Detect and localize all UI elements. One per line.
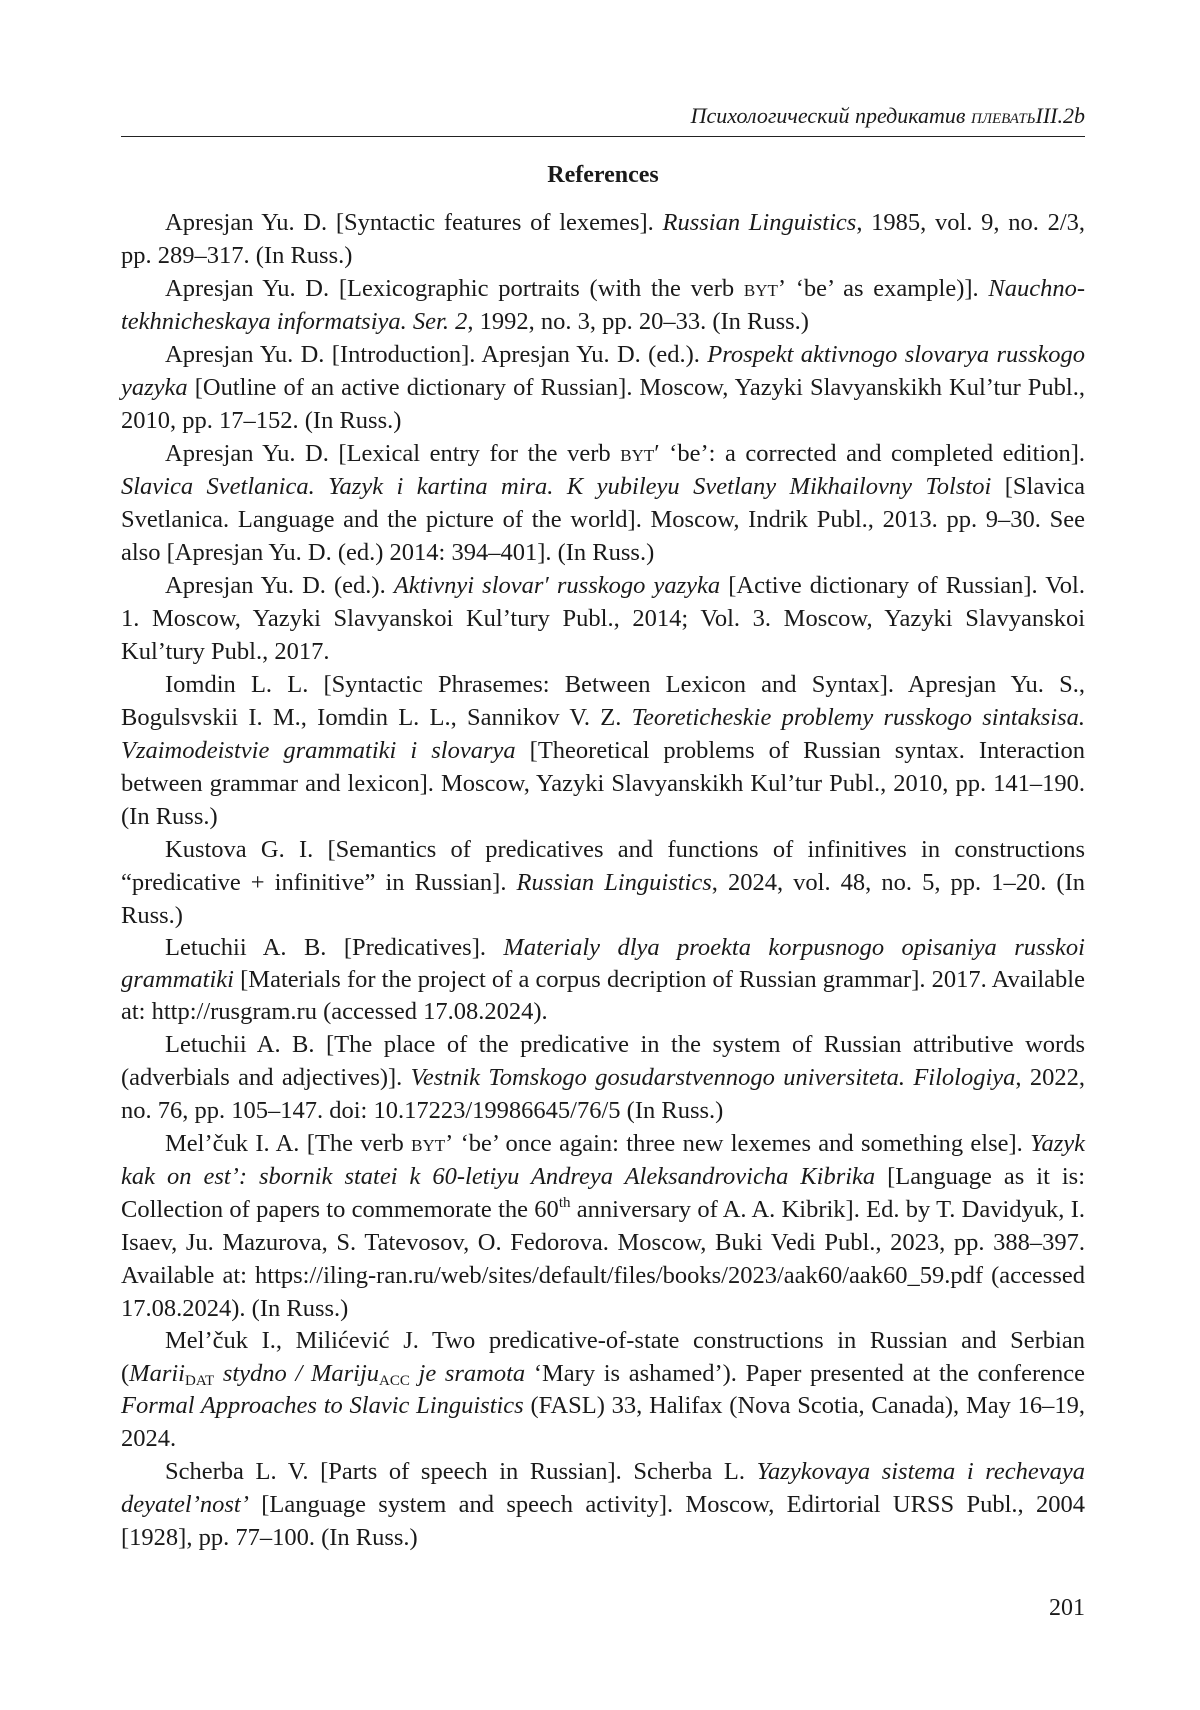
page-number: 201 — [1049, 1595, 1085, 1621]
header-rule — [121, 136, 1085, 137]
reference-entry: Apresjan Yu. D. [Introduction]. Apresjan Yu. D. (ed.). Prospekt aktivnogo slovarya russkogo yazyka [Outline of an active dictionary of Russian]. Moscow, Yazyki Slavyanskikh Kul’tur Publ., 2010, pp. 17–152. (In Russ.) — [121, 341, 1085, 434]
reference-entry: Kustova G. I. [Semantics of predicatives and functions of infinitives in constructions “predicative + infinitive” in Russian]. Russian Linguistics, 2024, vol. 48, no. 5, pp. 1–20. (In Russ.) — [121, 836, 1085, 929]
reference-entry: Letuchii A. B. [Predicatives]. Materialy dlya proekta korpusnogo opisaniya russkoi grammatiki [Materials for the project of a corpus decription of Russian grammar]. 2017. Available at: http://rusgram.ru (accessed 17.08.2024). — [121, 934, 1085, 1025]
running-head-title: Психологический предикатив — [690, 103, 966, 128]
reference-entry: Iomdin L. L. [Syntactic Phrasemes: Between Lexicon and Syntax]. Apresjan Yu. S., Bogulsvskii I. M., Iomdin L. L., Sannikov V. Z. Teoreticheskie problemy russkogo sintaksisa. Vzaimodeistvie grammatiki i slovarya [Theoretical problems of Russian syntax. Interaction between grammar and lexicon]. Moscow, Yazyki Slavyanskikh Kul’tur Publ., 2010, pp. 141–190. (In Russ.) — [121, 671, 1086, 830]
reference-entry: Mel’čuk I., Milićević J. Two predicative-of-state constructions in Russian and Serbian (Marii$_{DAT}$ stydno / Mariju$_{ACC}$ je sramota ‘Mary is ashamed’). Paper presented at the conference Formal Approaches to Slavic Linguistics (FASL) 33, Halifax (Nova Scotia, Canada), May 16–19, 2024. — [121, 1327, 1085, 1452]
reference-entry: Scherba L. V. [Parts of speech in Russian]. Scherba L. Yazykovaya sistema i rechevaya deyatel’nost’ [Language system and speech activity]. Moscow, Edirtorial URSS Publ., 2004 [1928], pp. 77–100. (In Russ.) — [121, 1458, 1086, 1551]
references-heading: References — [547, 162, 659, 188]
running-head-section: III.2b — [1035, 103, 1085, 128]
references-list — [121, 206, 1085, 1554]
running-head — [121, 102, 1085, 130]
reference-entry: Apresjan Yu. D. [Lexicographic portraits (with the verb byt’ ‘be’ as example)]. Nauchno-tekhnicheskaya informatsiya. Ser. 2, 1992, no. 3, pp. 20–33. (In Russ.) — [121, 275, 1085, 335]
reference-entry: Apresjan Yu. D. [Syntactic features of lexemes]. Russian Linguistics, 1985, vol. 9, no. 2/3, pp. 289–317. (In Russ.) — [121, 209, 1085, 269]
reference-entry: Apresjan Yu. D. (ed.). Aktivnyi slovar′ russkogo yazyka [Active dictionary of Russian]. Vol. 1. Moscow, Yazyki Slavyanskoi Kul’tury Publ., 2014; Vol. 3. Moscow, Yazyki Slavyanskoi Kul’tury Publ., 2017. — [121, 572, 1085, 665]
running-head-word: плевать — [970, 103, 1036, 128]
reference-entry: Mel’čuk I. A. [The verb byt’ ‘be’ once again: three new lexemes and something else]. Yazyk kak on est’: sbornik statei k 60-letiyu Andreya Aleksandrovicha Kibrika [Language as it is: Collection of papers to commemorate the 60th anniversary of A. A. Kibrik]. Ed. by T. Davidyuk, I. Isaev, Ju. Mazurova, S. Tatevosov, O. Fedorova. Moscow, Buki Vedi Publ., 2023, pp. 388–397. Available at: https://iling-ran.ru/web/sites/default/files/books/2023/aak60/aak60_59.pdf (accessed 17.08.2024). (In Russ.) — [121, 1130, 1085, 1322]
reference-entry: Letuchii A. B. [The place of the predicative in the system of Russian attributive words (adverbials and adjectives)]. Vestnik Tomskogo gosudarstvennogo universiteta. Filologiya, 2022, no. 76, pp. 105–147. doi: 10.17223/19986645/76/5 (In Russ.) — [121, 1031, 1085, 1124]
reference-entry: Apresjan Yu. D. [Lexical entry for the verb byt′ ‘be’: a corrected and completed edition]. Slavica Svetlanica. Yazyk i kartina mira. K yubileyu Svetlany Mikhailovny Tolstoi [Slavica Svetlanica. Language and the picture of the world]. Moscow, Indrik Publ., 2013. pp. 9–30. See also [Apresjan Yu. D. (ed.) 2014: 394–401]. (In Russ.) — [121, 440, 1086, 566]
